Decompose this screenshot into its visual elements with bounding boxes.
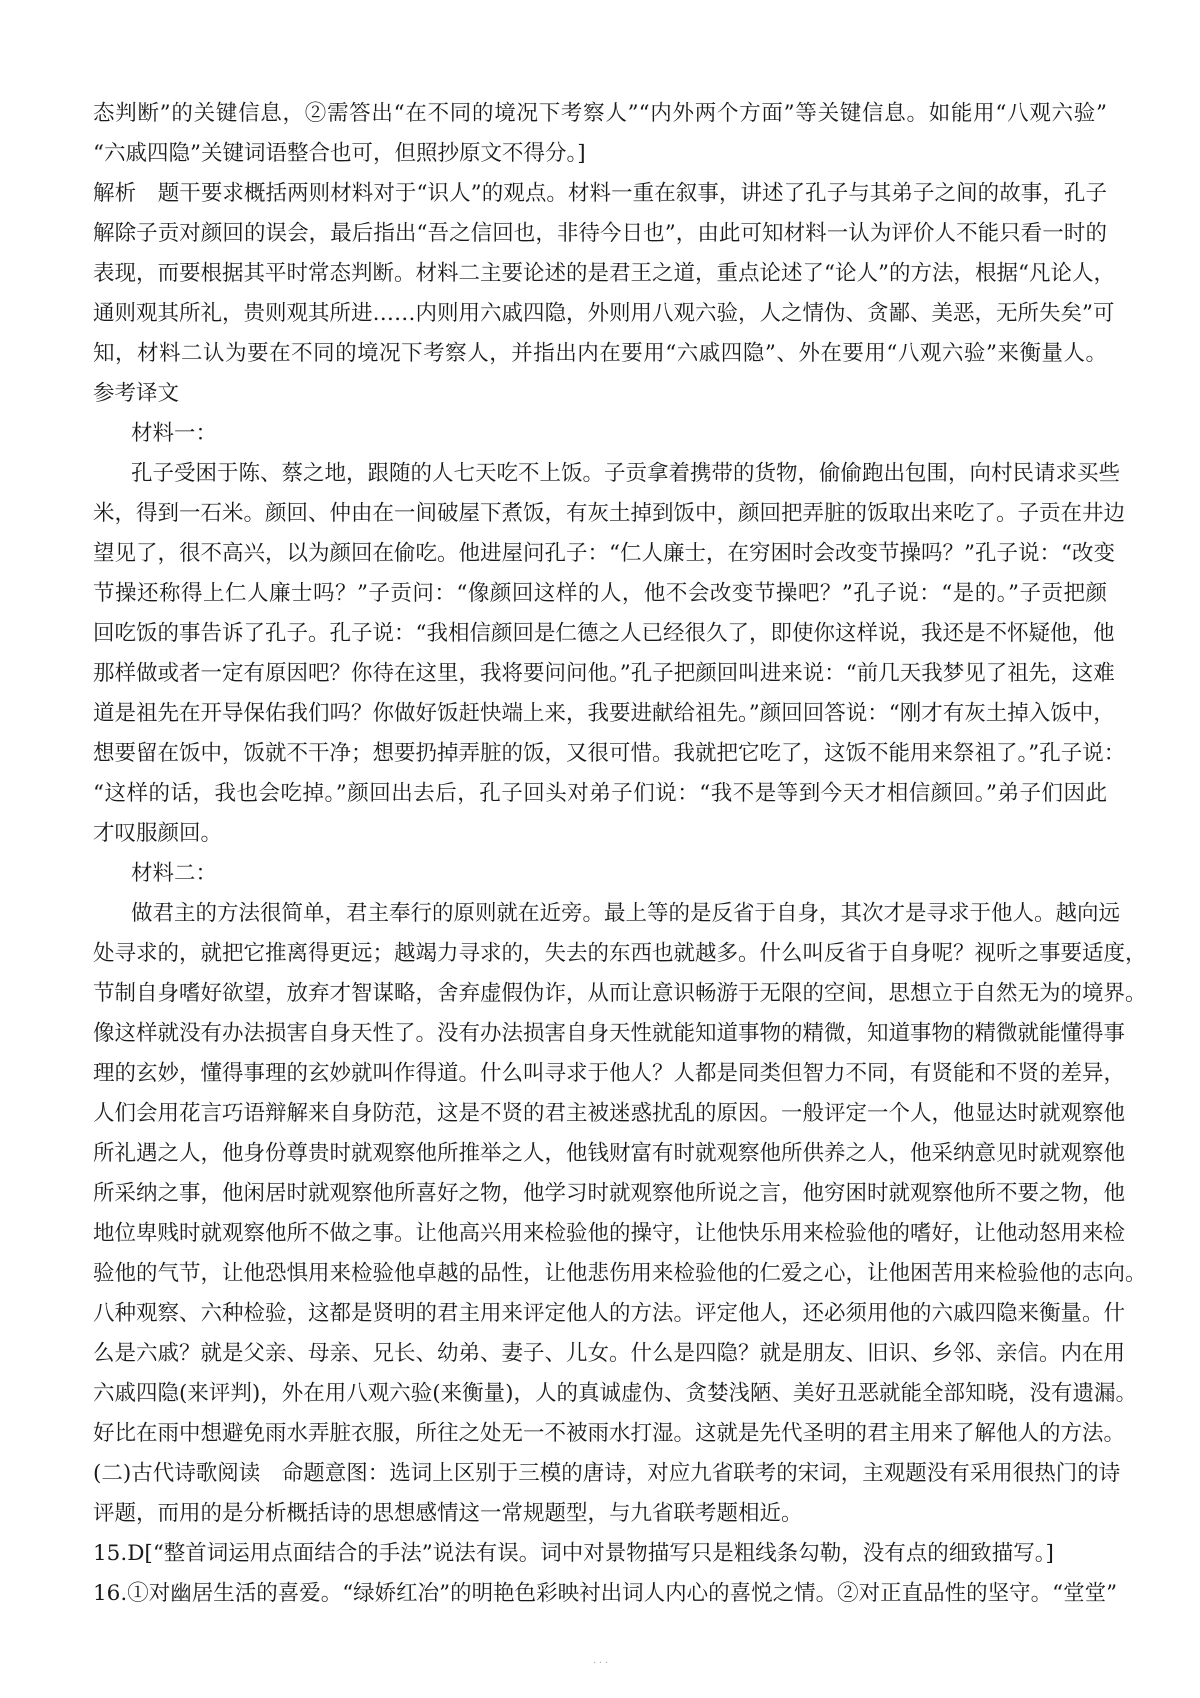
material-2-line: 节制自身嗜好欲望，放弃才智谋略，舍弃虚假伪诈，从而让意识畅游于无限的空间，思想立于自然无为的境界。 [93, 981, 1147, 1006]
material-2-line: 像这样就没有办法损害自身天性了。没有办法损害自身天性就能知道事物的精微，知道事物的精微就能懂得事 [93, 1021, 1126, 1046]
material-2-line: 六戚四隐(来评判)，外在用八观六验(来衡量)，人的真诚虚伪、贪婪浅陋、美好丑恶就能全部知晓，没有遗漏。 [93, 1381, 1138, 1406]
analysis-line: 知，材料二认为要在不同的境况下考察人，并指出内在要用“六戚四隐”、外在要用“八观六验”来衡量人。 [93, 341, 1107, 366]
answer-15: 15.D[“整首词运用点面结合的手法”说法有误。词中对景物描写只是粗线条勾勒，没有点的细致描写。] [93, 1541, 1054, 1566]
text-line: “六戚四隐”关键词语整合也可，但照抄原文不得分。] [93, 141, 586, 166]
material-1-line: 孔子受困于陈、蔡之地，跟随的人七天吃不上饭。子贡拿着携带的货物，偷偷跑出包围，向村民请求买些 [131, 461, 1121, 486]
material-1-line: “这样的话，我也会吃掉。”颜回出去后，孔子回头对弟子们说：“我不是等到今天才相信颜回。”弟子们因此 [93, 781, 1107, 806]
analysis-line: 表现，而要根据其平时常态判断。材料二主要论述的是君王之道，重点论述了“论人”的方法，根据“凡论人， [93, 261, 1115, 286]
material-2-line: 所礼遇之人，他身份尊贵时就观察他所推举之人，他钱财富有时就观察他所供养之人，他采纳意见时就观察他 [93, 1141, 1126, 1166]
material-2-line: 地位卑贱时就观察他所不做之事。让他高兴用来检验他的操守，让他快乐用来检验他的嗜好，让他动怒用来检 [93, 1221, 1126, 1246]
section-heading-material-2: 材料二： [131, 861, 218, 886]
material-1-line: 回吃饭的事告诉了孔子。孔子说：“我相信颜回是仁德之人已经很久了，即使你这样说，我还是不怀疑他，他 [93, 621, 1115, 646]
material-2-line: 做君主的方法很简单，君主奉行的原则就在近旁。最上等的是反省于自身，其次才是寻求于他人。越向远 [131, 901, 1121, 926]
section-heading-material-1: 材料一： [131, 421, 218, 446]
poetry-section-line: (二)古代诗歌阅读 命题意图：选词上区别于三模的唐诗，对应九省联考的宋词，主观题没有采用很热门的诗 [93, 1461, 1121, 1486]
analysis-line: 解除子贡对颜回的误会，最后指出“吾之信回也，非待今日也”，由此可知材料一认为评价人不能只看一时的 [93, 221, 1107, 246]
material-2-line: 处寻求的，就把它推离得更远；越竭力寻求的，失去的东西也就越多。什么叫反省于自身呢？视听之事要适度， [93, 941, 1147, 966]
analysis-line: 解析 题干要求概括两则材料对于“识人”的观点。材料一重在叙事，讲述了孔子与其弟子之间的故事，孔子 [93, 181, 1107, 206]
material-1-line: 节操还称得上仁人廉士吗？”子贡问：“像颜回这样的人，他不会改变节操吧？”孔子说：“是的。”子贡把颜 [93, 581, 1107, 606]
material-1-line: 想要留在饭中，饭就不干净；想要扔掉弄脏的饭，又很可惜。我就把它吃了，这饭不能用来祭祖了。”孔子说： [93, 741, 1126, 766]
material-2-line: 理的玄妙，懂得事理的玄妙就叫作得道。什么叫寻求于他人？人都是同类但智力不同，有贤能和不贤的差异， [93, 1061, 1126, 1086]
footer-mark: ．．． [593, 1655, 616, 1666]
material-1-line: 道是祖先在开导保佑我们吗？你做好饭赶快端上来，我要进献给祖先。”颜回回答说：“刚才有灰土掉入饭中， [93, 701, 1115, 726]
translation-heading: 参考译文 [93, 381, 180, 406]
text-line: 态判断”的关键信息，②需答出“在不同的境况下考察人”“内外两个方面”等关键信息。如能用“八观六验” [93, 101, 1107, 126]
answer-16: 16.①对幽居生活的喜爱。“绿娇红冶”的明艳色彩映衬出词人内心的喜悦之情。②对正直品性的坚守。“堂堂” [93, 1581, 1118, 1606]
material-1-line: 才叹服颜回。 [93, 821, 223, 846]
material-2-line: 么是六戚？就是父亲、母亲、兄长、幼弟、妻子、儿女。什么是四隐？就是朋友、旧识、乡邻、亲信。内在用 [93, 1341, 1126, 1366]
material-1-line: 望见了，很不高兴，以为颜回在偷吃。他进屋问孔子：“仁人廉士，在穷困时会改变节操吗？”孔子说：“改变 [93, 541, 1115, 566]
material-2-line: 验他的气节，让他恐惧用来检验他卓越的品性，让他悲伤用来检验他的仁爱之心，让他困苦用来检验他的志向。 [93, 1261, 1147, 1286]
material-2-line: 人们会用花言巧语辩解来自身防范，这是不贤的君主被迷惑扰乱的原因。一般评定一个人，他显达时就观察他 [93, 1101, 1126, 1126]
poetry-section-line: 评题，而用的是分析概括诗的思想感情这一常规题型，与九省联考题相近。 [93, 1501, 803, 1526]
material-2-line: 所采纳之事，他闲居时就观察他所喜好之物，他学习时就观察他所说之言，他穷困时就观察他所不要之物，他 [93, 1181, 1126, 1206]
material-2-line: 好比在雨中想避免雨水弄脏衣服，所往之处无一不被雨水打湿。这就是先代圣明的君主用来了解他人的方法。 [93, 1421, 1126, 1446]
material-1-line: 米，得到一石米。颜回、仲由在一间破屋下煮饭，有灰土掉到饭中，颜回把弄脏的饭取出来吃了。子贡在井边 [93, 501, 1126, 526]
analysis-line: 通则观其所礼，贵则观其所进……内则用六戚四隐，外则用八观六验，人之情伪、贪鄙、美恶，无所失矣”可 [93, 301, 1115, 326]
material-2-line: 八种观察、六种检验，这都是贤明的君主用来评定他人的方法。评定他人，还必须用他的六戚四隐来衡量。什 [93, 1301, 1126, 1326]
material-1-line: 那样做或者一定有原因吧？你待在这里，我将要问问他。”孔子把颜回叫进来说：“前几天我梦见了祖先，这难 [93, 661, 1115, 686]
